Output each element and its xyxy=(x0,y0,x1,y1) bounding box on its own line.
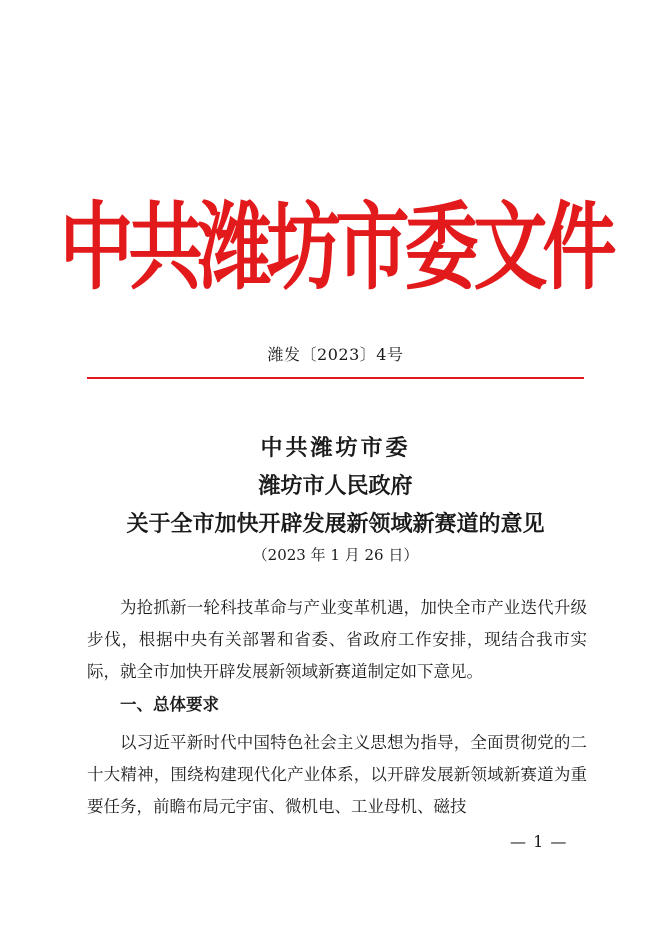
document-number: 潍发〔2023〕4号 xyxy=(267,345,404,364)
red-divider-line xyxy=(87,377,584,379)
section-heading: 一、总体要求 xyxy=(120,695,219,714)
issue-date: （2023 年 1 月 26 日） xyxy=(252,546,419,564)
document-header-title: 中共潍坊市委文件 xyxy=(59,192,612,304)
section-paragraph: 以习近平新时代中国特色社会主义思想为指导，全面贯彻党的二十大精神，围绕构建现代化产业体系，以开辟发展新领域新赛道为重要任务，前瞻布局元宇宙、微机电、工业母机、磁技 xyxy=(87,733,587,816)
intro-paragraph: 为抢抓新一轮科技革命与产业变革机遇，加快全市产业迭代升级步伐，根据中央有关部署和省委、省政府工作安排，现结合我市实际，就全市加快开辟发展新领域新赛道制定如下意见。 xyxy=(87,598,587,681)
title-line-2: 潍坊市人民政府 xyxy=(258,473,413,499)
title-line-3: 关于全市加快开辟发展新领域新赛道的意见 xyxy=(126,511,545,537)
page-number: — 1 — xyxy=(510,832,568,851)
title-line-1: 中共潍坊市委 xyxy=(260,435,411,461)
